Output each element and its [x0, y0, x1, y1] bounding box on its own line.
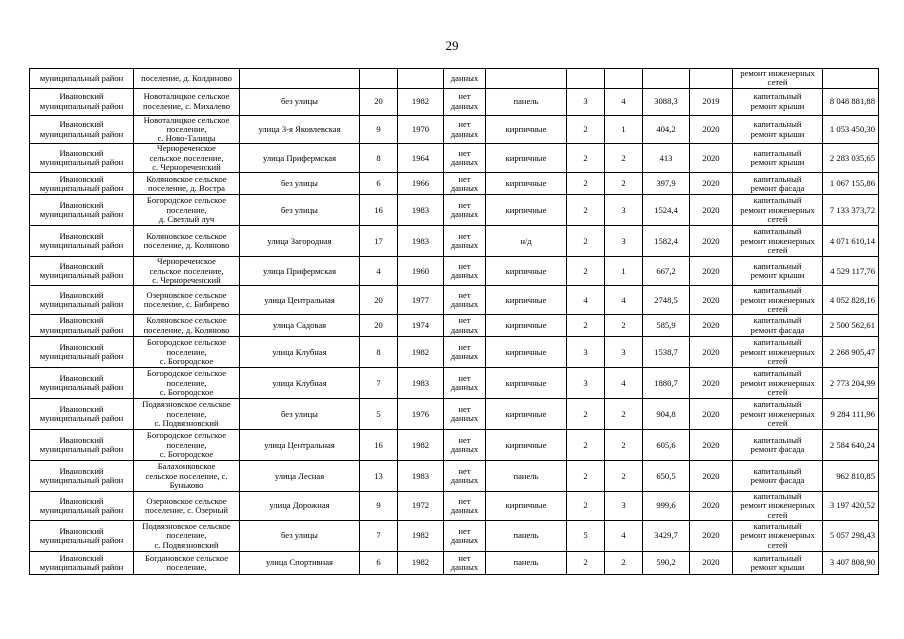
- floors-cell: 3: [567, 88, 605, 115]
- status-cell: данных: [444, 69, 486, 89]
- wall-material-cell: панель: [486, 461, 567, 492]
- cost-cell: 1 053 450,30: [823, 115, 879, 144]
- year-built-cell: 1982: [398, 88, 444, 115]
- table-row: [30, 521, 879, 552]
- table-row: [30, 195, 879, 226]
- district-cell: Ивановский муниципальный район: [30, 368, 134, 399]
- district-cell: Ивановский муниципальный район: [30, 226, 134, 257]
- plan-year-cell: 2020: [690, 315, 733, 337]
- house-number-cell: 8: [360, 337, 398, 368]
- entrances-cell: 4: [605, 521, 643, 552]
- table-row: [30, 399, 879, 430]
- house-number-cell: 16: [360, 195, 398, 226]
- entrances-cell: 4: [605, 368, 643, 399]
- table-row: [30, 69, 879, 89]
- entrances-cell: 3: [605, 226, 643, 257]
- district-cell: Ивановский муниципальный район: [30, 88, 134, 115]
- floors-cell: 2: [567, 257, 605, 286]
- area-cell: [643, 69, 690, 89]
- district-cell: Ивановский муниципальный район: [30, 286, 134, 315]
- settlement-cell: Озерновское сельское поселение, с. Бибирево: [134, 286, 240, 315]
- settlement-cell: Чернореченское сельское поселение, с. Чернореченский: [134, 144, 240, 173]
- area-cell: 413: [643, 144, 690, 173]
- street-cell: улица Садовая: [240, 315, 360, 337]
- year-built-cell: 1982: [398, 521, 444, 552]
- table-row: [30, 257, 879, 286]
- wall-material-cell: кирпичные: [486, 286, 567, 315]
- status-cell: нет данных: [444, 368, 486, 399]
- floors-cell: 2: [567, 399, 605, 430]
- cost-cell: 2 283 035,65: [823, 144, 879, 173]
- year-built-cell: 1982: [398, 552, 444, 575]
- district-cell: Ивановский муниципальный район: [30, 337, 134, 368]
- table-row: [30, 461, 879, 492]
- floors-cell: 2: [567, 461, 605, 492]
- cost-cell: 5 057 298,43: [823, 521, 879, 552]
- status-cell: нет данных: [444, 226, 486, 257]
- table-row: [30, 430, 879, 461]
- settlement-cell: Богдановское сельское поселение,: [134, 552, 240, 575]
- work-type-cell: капитальный ремонт фасада: [733, 315, 823, 337]
- floors-cell: 2: [567, 492, 605, 521]
- entrances-cell: 2: [605, 399, 643, 430]
- cost-cell: 7 133 373,72: [823, 195, 879, 226]
- district-cell: Ивановский муниципальный район: [30, 461, 134, 492]
- entrances-cell: 3: [605, 492, 643, 521]
- house-number-cell: 20: [360, 88, 398, 115]
- house-number-cell: 16: [360, 430, 398, 461]
- status-cell: нет данных: [444, 430, 486, 461]
- wall-material-cell: панель: [486, 552, 567, 575]
- plan-year-cell: 2020: [690, 226, 733, 257]
- cost-cell: 4 052 828,16: [823, 286, 879, 315]
- table-row: [30, 226, 879, 257]
- settlement-cell: Богородское сельское поселение, с. Богородское: [134, 337, 240, 368]
- area-cell: 1524,4: [643, 195, 690, 226]
- plan-year-cell: 2020: [690, 461, 733, 492]
- plan-year-cell: 2020: [690, 115, 733, 144]
- street-cell: без улицы: [240, 399, 360, 430]
- table-row: [30, 368, 879, 399]
- plan-year-cell: 2020: [690, 368, 733, 399]
- work-type-cell: капитальный ремонт фасада: [733, 173, 823, 195]
- settlement-cell: Коляновское сельское поселение, д. Коляново: [134, 315, 240, 337]
- area-cell: 585,9: [643, 315, 690, 337]
- wall-material-cell: панель: [486, 88, 567, 115]
- table-row: [30, 173, 879, 195]
- house-number-cell: 8: [360, 144, 398, 173]
- work-type-cell: ремонт инженерных сетей: [733, 69, 823, 89]
- district-cell: Ивановский муниципальный район: [30, 521, 134, 552]
- house-number-cell: 5: [360, 399, 398, 430]
- wall-material-cell: кирпичные: [486, 399, 567, 430]
- street-cell: без улицы: [240, 521, 360, 552]
- floors-cell: 5: [567, 521, 605, 552]
- year-built-cell: 1983: [398, 226, 444, 257]
- status-cell: нет данных: [444, 195, 486, 226]
- plan-year-cell: 2020: [690, 430, 733, 461]
- status-cell: нет данных: [444, 115, 486, 144]
- floors-cell: 2: [567, 430, 605, 461]
- status-cell: нет данных: [444, 337, 486, 368]
- entrances-cell: 4: [605, 286, 643, 315]
- area-cell: 397,9: [643, 173, 690, 195]
- year-built-cell: 1974: [398, 315, 444, 337]
- area-cell: 1880,7: [643, 368, 690, 399]
- work-type-cell: капитальный ремонт инженерных сетей: [733, 521, 823, 552]
- entrances-cell: 2: [605, 552, 643, 575]
- work-type-cell: капитальный ремонт инженерных сетей: [733, 337, 823, 368]
- year-built-cell: 1982: [398, 430, 444, 461]
- settlement-cell: Богородское сельское поселение, с. Богородское: [134, 368, 240, 399]
- house-number-cell: 7: [360, 368, 398, 399]
- work-type-cell: капитальный ремонт крыши: [733, 144, 823, 173]
- street-cell: [240, 69, 360, 89]
- house-number-cell: 9: [360, 492, 398, 521]
- area-cell: 1582,4: [643, 226, 690, 257]
- district-cell: Ивановский муниципальный район: [30, 315, 134, 337]
- plan-year-cell: 2019: [690, 88, 733, 115]
- house-number-cell: 17: [360, 226, 398, 257]
- house-number-cell: 7: [360, 521, 398, 552]
- area-cell: 605,6: [643, 430, 690, 461]
- street-cell: улица Клубная: [240, 337, 360, 368]
- work-type-cell: капитальный ремонт крыши: [733, 88, 823, 115]
- settlement-cell: Новоталицкое сельское поселение, с. Михалево: [134, 88, 240, 115]
- work-type-cell: капитальный ремонт инженерных сетей: [733, 226, 823, 257]
- plan-year-cell: 2020: [690, 337, 733, 368]
- year-built-cell: 1982: [398, 337, 444, 368]
- year-built-cell: 1983: [398, 368, 444, 399]
- street-cell: улица Прифермская: [240, 257, 360, 286]
- street-cell: улица Центральная: [240, 286, 360, 315]
- cost-cell: 9 284 111,96: [823, 399, 879, 430]
- house-number-cell: 6: [360, 552, 398, 575]
- settlement-cell: Балахонковское сельское поселение, с. Буньково: [134, 461, 240, 492]
- district-cell: Ивановский муниципальный район: [30, 552, 134, 575]
- floors-cell: 2: [567, 144, 605, 173]
- work-type-cell: капитальный ремонт крыши: [733, 115, 823, 144]
- street-cell: без улицы: [240, 195, 360, 226]
- year-built-cell: 1960: [398, 257, 444, 286]
- year-built-cell: 1964: [398, 144, 444, 173]
- wall-material-cell: кирпичные: [486, 492, 567, 521]
- street-cell: без улицы: [240, 173, 360, 195]
- table-row: [30, 286, 879, 315]
- district-cell: Ивановский муниципальный район: [30, 173, 134, 195]
- wall-material-cell: кирпичные: [486, 195, 567, 226]
- wall-material-cell: кирпичные: [486, 173, 567, 195]
- area-cell: 650,5: [643, 461, 690, 492]
- floors-cell: 4: [567, 286, 605, 315]
- work-type-cell: капитальный ремонт крыши: [733, 552, 823, 575]
- year-built-cell: 1983: [398, 195, 444, 226]
- page-number: 29: [445, 38, 459, 53]
- district-cell: Ивановский муниципальный район: [30, 195, 134, 226]
- cost-cell: 4 529 117,76: [823, 257, 879, 286]
- year-built-cell: [398, 69, 444, 89]
- status-cell: нет данных: [444, 552, 486, 575]
- plan-year-cell: 2020: [690, 173, 733, 195]
- status-cell: нет данных: [444, 173, 486, 195]
- area-cell: 2748,5: [643, 286, 690, 315]
- cost-cell: 3 407 808,90: [823, 552, 879, 575]
- plan-year-cell: 2020: [690, 552, 733, 575]
- plan-year-cell: [690, 69, 733, 89]
- street-cell: улица Клубная: [240, 368, 360, 399]
- plan-year-cell: 2020: [690, 286, 733, 315]
- entrances-cell: 2: [605, 315, 643, 337]
- entrances-cell: 2: [605, 461, 643, 492]
- wall-material-cell: [486, 69, 567, 89]
- cost-cell: [823, 69, 879, 89]
- work-type-cell: капитальный ремонт инженерных сетей: [733, 195, 823, 226]
- settlement-cell: Богородское сельское поселение, д. Светлый луч: [134, 195, 240, 226]
- entrances-cell: 2: [605, 430, 643, 461]
- entrances-cell: 1: [605, 115, 643, 144]
- wall-material-cell: кирпичные: [486, 337, 567, 368]
- table-row: [30, 88, 879, 115]
- status-cell: нет данных: [444, 492, 486, 521]
- table-row: [30, 492, 879, 521]
- cost-cell: 2 268 905,47: [823, 337, 879, 368]
- cost-cell: 2 584 640,24: [823, 430, 879, 461]
- cost-cell: 1 067 155,86: [823, 173, 879, 195]
- status-cell: нет данных: [444, 257, 486, 286]
- status-cell: нет данных: [444, 286, 486, 315]
- entrances-cell: 1: [605, 257, 643, 286]
- settlement-cell: Коляновское сельское поселение, д. Востра: [134, 173, 240, 195]
- status-cell: нет данных: [444, 399, 486, 430]
- cost-cell: 4 071 610,14: [823, 226, 879, 257]
- floors-cell: 3: [567, 368, 605, 399]
- settlement-cell: Новоталицкое сельское поселение, с. Ново-Талицы: [134, 115, 240, 144]
- wall-material-cell: кирпичные: [486, 144, 567, 173]
- status-cell: нет данных: [444, 461, 486, 492]
- street-cell: улица 3-я Яковлевская: [240, 115, 360, 144]
- house-number-cell: 20: [360, 315, 398, 337]
- table-body: [30, 69, 879, 575]
- area-cell: 904,8: [643, 399, 690, 430]
- work-type-cell: капитальный ремонт инженерных сетей: [733, 399, 823, 430]
- street-cell: без улицы: [240, 88, 360, 115]
- house-number-cell: [360, 69, 398, 89]
- settlement-cell: поселение, д. Колдиново: [134, 69, 240, 89]
- district-cell: Ивановский муниципальный район: [30, 257, 134, 286]
- table-row: [30, 144, 879, 173]
- work-type-cell: капитальный ремонт инженерных сетей: [733, 286, 823, 315]
- plan-year-cell: 2020: [690, 399, 733, 430]
- cost-cell: 2 500 562,61: [823, 315, 879, 337]
- street-cell: улица Центральная: [240, 430, 360, 461]
- street-cell: улица Лесная: [240, 461, 360, 492]
- street-cell: улица Прифермская: [240, 144, 360, 173]
- entrances-cell: 3: [605, 337, 643, 368]
- year-built-cell: 1976: [398, 399, 444, 430]
- settlement-cell: Коляновское сельское поселение, д. Коляново: [134, 226, 240, 257]
- house-number-cell: 6: [360, 173, 398, 195]
- table-row: [30, 115, 879, 144]
- area-cell: 999,6: [643, 492, 690, 521]
- floors-cell: 2: [567, 315, 605, 337]
- wall-material-cell: кирпичные: [486, 115, 567, 144]
- cost-cell: 3 197 420,52: [823, 492, 879, 521]
- entrances-cell: [605, 69, 643, 89]
- status-cell: нет данных: [444, 144, 486, 173]
- year-built-cell: 1977: [398, 286, 444, 315]
- floors-cell: [567, 69, 605, 89]
- settlement-cell: Подвязновское сельское поселение, с. Подвязновский: [134, 399, 240, 430]
- floors-cell: 2: [567, 115, 605, 144]
- street-cell: улица Спортивная: [240, 552, 360, 575]
- plan-year-cell: 2020: [690, 521, 733, 552]
- wall-material-cell: кирпичные: [486, 430, 567, 461]
- district-cell: Ивановский муниципальный район: [30, 430, 134, 461]
- work-type-cell: капитальный ремонт фасада: [733, 430, 823, 461]
- table-row: [30, 552, 879, 575]
- district-cell: Ивановский муниципальный район: [30, 399, 134, 430]
- street-cell: улица Дорожная: [240, 492, 360, 521]
- house-number-cell: 4: [360, 257, 398, 286]
- district-cell: Ивановский муниципальный район: [30, 144, 134, 173]
- plan-year-cell: 2020: [690, 144, 733, 173]
- plan-year-cell: 2020: [690, 492, 733, 521]
- entrances-cell: 2: [605, 173, 643, 195]
- work-type-cell: капитальный ремонт инженерных сетей: [733, 368, 823, 399]
- area-cell: 3429,7: [643, 521, 690, 552]
- settlement-cell: Чернореченское сельское поселение, с. Чернореченский: [134, 257, 240, 286]
- cost-cell: 962 810,85: [823, 461, 879, 492]
- street-cell: улица Загородная: [240, 226, 360, 257]
- floors-cell: 2: [567, 173, 605, 195]
- year-built-cell: 1970: [398, 115, 444, 144]
- status-cell: нет данных: [444, 315, 486, 337]
- house-number-cell: 9: [360, 115, 398, 144]
- cost-cell: 2 773 204,99: [823, 368, 879, 399]
- floors-cell: 3: [567, 337, 605, 368]
- floors-cell: 2: [567, 552, 605, 575]
- entrances-cell: 2: [605, 144, 643, 173]
- cost-cell: 8 048 881,88: [823, 88, 879, 115]
- district-cell: Ивановский муниципальный район: [30, 115, 134, 144]
- area-cell: 1538,7: [643, 337, 690, 368]
- wall-material-cell: панель: [486, 521, 567, 552]
- entrances-cell: 3: [605, 195, 643, 226]
- entrances-cell: 4: [605, 88, 643, 115]
- area-cell: 404,2: [643, 115, 690, 144]
- district-cell: муниципальный район: [30, 69, 134, 89]
- table-row: [30, 315, 879, 337]
- status-cell: нет данных: [444, 521, 486, 552]
- wall-material-cell: кирпичные: [486, 257, 567, 286]
- work-type-cell: капитальный ремонт инженерных сетей: [733, 492, 823, 521]
- wall-material-cell: кирпичные: [486, 315, 567, 337]
- area-cell: 3088,3: [643, 88, 690, 115]
- status-cell: нет данных: [444, 88, 486, 115]
- settlement-cell: Подвязновское сельское поселение, с. Подвязновский: [134, 521, 240, 552]
- area-cell: 590,2: [643, 552, 690, 575]
- plan-year-cell: 2020: [690, 195, 733, 226]
- housing-repair-table: [29, 68, 879, 575]
- work-type-cell: капитальный ремонт крыши: [733, 257, 823, 286]
- wall-material-cell: н/д: [486, 226, 567, 257]
- year-built-cell: 1972: [398, 492, 444, 521]
- district-cell: Ивановский муниципальный район: [30, 492, 134, 521]
- year-built-cell: 1966: [398, 173, 444, 195]
- floors-cell: 2: [567, 195, 605, 226]
- plan-year-cell: 2020: [690, 257, 733, 286]
- work-type-cell: капитальный ремонт фасада: [733, 461, 823, 492]
- house-number-cell: 13: [360, 461, 398, 492]
- house-number-cell: 20: [360, 286, 398, 315]
- table-row: [30, 337, 879, 368]
- wall-material-cell: кирпичные: [486, 368, 567, 399]
- area-cell: 667,2: [643, 257, 690, 286]
- floors-cell: 2: [567, 226, 605, 257]
- settlement-cell: Озерновское сельское поселение, с. Озерный: [134, 492, 240, 521]
- year-built-cell: 1983: [398, 461, 444, 492]
- settlement-cell: Богородское сельское поселение, с. Богородское: [134, 430, 240, 461]
